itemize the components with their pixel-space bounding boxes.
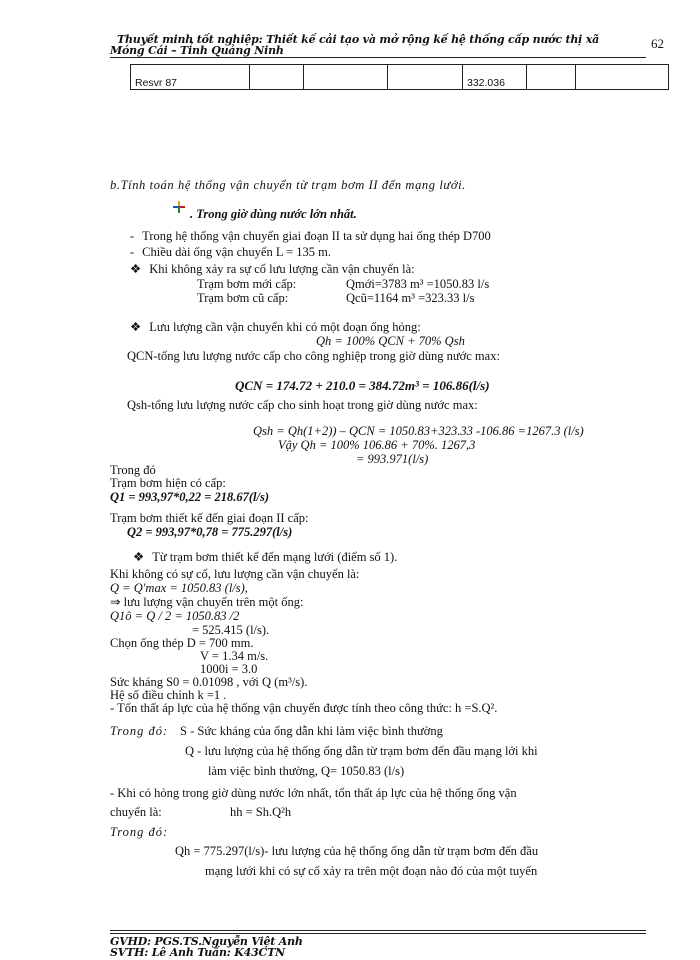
s-definition: S - Sức kháng của ống dẫn khi làm việc bình thường [180, 724, 443, 738]
diamond-bullet-icon: ❖ [130, 320, 142, 334]
no-incident-text: Khi không có sự cố, lưu lượng cần vận chuyển là: [110, 567, 360, 581]
footer-rule-top [110, 930, 646, 931]
footer-student: SVTH: Lê Anh Tuấn: K43CTN [110, 946, 285, 959]
hh-formula: hh = Sh.Q²h [230, 805, 292, 819]
qsh-equation: Qsh = Qh(1+2)) – QCN = 1050.83+323.33 -106.86 =1267.3 (l/s) [253, 424, 584, 438]
old-station-value: Qcũ=1164 m³ =323.33 l/s [346, 291, 475, 305]
list-item: - Trong hệ thống vận chuyển giai đoạn II ta sử dụng hai ống thép D700 [130, 229, 491, 243]
qsh-definition: Qsh-tổng lưu lượng nước cấp cho sinh hoạt trong giờ dùng nước max: [127, 398, 478, 412]
existing-station-label: Trạm bơm hiện có cấp: [110, 476, 226, 490]
table-cell [388, 65, 463, 90]
new-station-label: Trạm bơm mới cấp: [197, 277, 297, 291]
vay-result: = 993.971(l/s) [356, 452, 429, 466]
footer-supervisor: GVHD: PGS.TS.Nguyễn Việt Anh [110, 935, 303, 948]
velocity-text: V = 1.34 m/s. [200, 649, 269, 663]
q2-equation: Q2 = 993,97*0,78 = 775.297(l/s) [127, 525, 293, 539]
broken-text-line1: - Khi có hỏng trong giờ dùng nước lớn nhất, tổn thất áp lực của hệ thống ống vận [110, 786, 517, 800]
trong-do-label-2: Trong đó: [110, 724, 169, 738]
header-rule [110, 57, 646, 58]
list-item: ❖ Từ trạm bơm thiết kế đến mạng lưới (điểm số 1). [133, 550, 398, 564]
formula-qh: Qh = 100% QCN + 70% Qsh [316, 334, 465, 348]
qh-definition-line1: Qh = 775.297(l/s)- lưu lượng của hệ thống ống dẫn từ trạm bơm đến đầu [175, 844, 539, 858]
q-equation: Q = Q'max = 1050.83 (l/s), [110, 581, 248, 595]
broken-text-line2: chuyển là: [110, 805, 162, 819]
q-definition-line2: làm việc bình thường, Q= 1050.83 (l/s) [208, 764, 405, 778]
trong-do-label: Trong đó [110, 463, 156, 477]
subsection-title: . Trong giờ dùng nước lớn nhất. [190, 207, 357, 221]
diamond-bullet-icon: ❖ [130, 262, 142, 276]
table-cell: Resvr 87 [131, 65, 250, 90]
list-item: ❖ Khi không xảy ra sự cố lưu lượng cần vận chuyển là: [130, 262, 415, 276]
vay-equation: Vậy Qh = 100% 106.86 + 70%. 1267,3 [278, 438, 476, 452]
adjust-text: Hệ số điều chỉnh k =1 . [110, 688, 227, 702]
section-title: b.Tính toán hệ thống vận chuyển từ trạm bơm II đến mạng lưới. [110, 178, 466, 192]
per-pipe-text: ⇒ lưu lượng vận chuyển trên một ống: [110, 595, 304, 609]
table-row [131, 65, 669, 90]
table-cell: 332.036 [463, 65, 527, 90]
table-cell [250, 65, 304, 90]
slope-text: 1000i = 3.0 [200, 662, 258, 676]
diamond-bullet-icon: ❖ [133, 550, 145, 564]
qcn-definition: QCN-tổng lưu lượng nước cấp cho công nghiệp trong giờ dùng nước max: [127, 349, 500, 363]
new-station-value: Qmới=3783 m³ =1050.83 l/s [346, 277, 490, 291]
q1o-result: = 525.415 (l/s). [192, 623, 270, 637]
header-title-line1: Thuyết minh tốt nghiệp: Thiết kế cải tạo và mở rộng kế hệ thống cấp nước thị xã [117, 33, 600, 46]
q1o-equation: Q1ô = Q / 2 = 1050.83 /2 [110, 609, 240, 623]
table-cell [527, 65, 576, 90]
old-station-label: Trạm bơm cũ cấp: [197, 291, 289, 305]
reservoir-table [130, 64, 669, 90]
list-item: - Chiều dài ống vận chuyển L = 135 m. [130, 245, 332, 259]
page-number: 62 [651, 36, 664, 51]
q1-equation: Q1 = 993,97*0,22 = 218.67(l/s) [110, 490, 270, 504]
table-cell [576, 65, 669, 90]
qh-definition-line2: mạng lưới khi có sự cố xảy ra trên một đoạn nào đó của một tuyến [205, 864, 538, 878]
design-station-label: Trạm bơm thiết kế đến giai đoạn II cấp: [110, 511, 309, 525]
table-cell [304, 65, 388, 90]
footer-rule-bottom [110, 933, 646, 934]
resistance-text: Sức kháng S0 = 0.01098 , với Q (m³/s). [110, 675, 308, 689]
headloss-text: - Tổn thất áp lực của hệ thống vận chuyển được tính theo công thức: h =S.Q². [110, 701, 498, 715]
choose-pipe-text: Chọn ống thép D = 700 mm. [110, 636, 254, 650]
trong-do-label-3: Trong đó: [110, 825, 169, 839]
qcn-equation: QCN = 174.72 + 210.0 = 384.72m³ = 106.86(l/s) [235, 378, 490, 393]
header-title-line2: Móng Cái – Tỉnh Quảng Ninh [110, 44, 284, 57]
cross-bullet-icon [173, 200, 185, 212]
q-definition-line1: Q - lưu lượng của hệ thống ống dẫn từ trạm bơm đến đầu mạng lới khi [185, 744, 538, 758]
list-item: ❖ Lưu lượng cần vận chuyển khi có một đoạn ống hỏng: [130, 320, 421, 334]
